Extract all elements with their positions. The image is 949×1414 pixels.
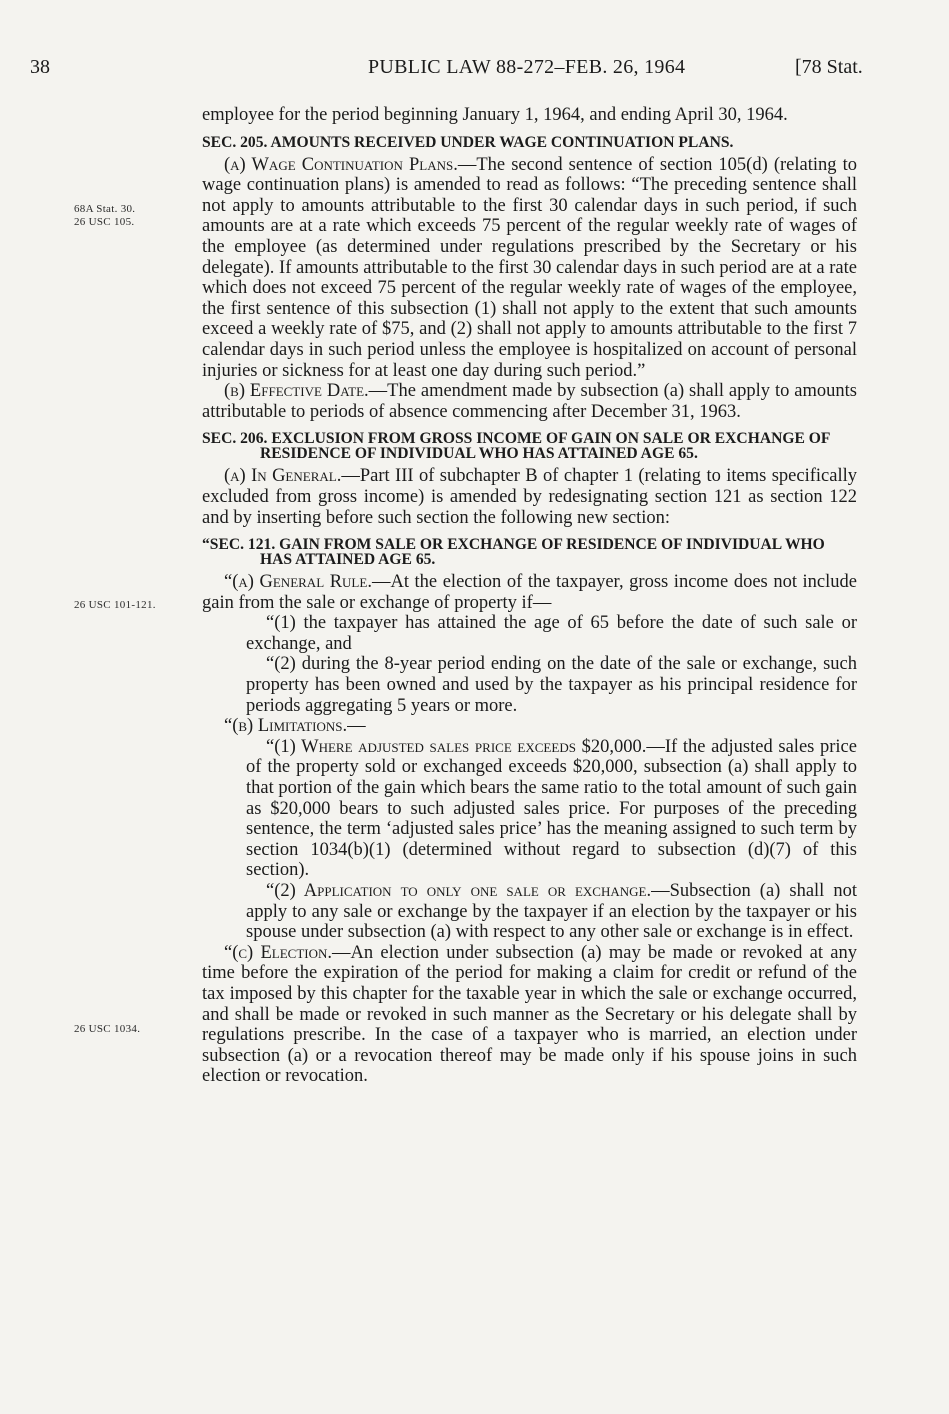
section-121-paragraph-a1: “(1) the taxpayer has attained the age of 65 before the date of such sale or exchange, and [246,613,857,654]
section-205-subsection-b [202,381,857,422]
section-206-heading: SEC. 206. EXCLUSION FROM GROSS INCOME OF GAIN ON SALE OR EXCHANGE OF RESIDENCE OF INDIVIDUAL WHO HAS ATTAINED AGE 65. [202,430,830,463]
body-text [202,105,857,1087]
subsection-text: —The second sentence of section 105(d) (relating to wage continuation plans) is amended to read as follows: “The preceding sentence shall not apply to amounts attributable to the first 30 calendar days in such period, if such amounts are at a rate which exceeds 75 percent of the regular weekly rate of wages of the employee (as determined under regulations prescribed by the Secretary or his delegate). If amounts attributable to the first 30 calendar days in such period are at a rate which does not exceed 75 percent of the regular weekly rate of wages of the employee, the first sentence of this subsection (1) shall not apply to the extent that such amounts exceed a weekly rate of $75, and (2) shall not apply to amounts attributable to the first 7 calendar days in such period unless the employee is hospitalized on account of personal injuries or sickness for at least one day during such period.” [202,154,857,381]
margin-note-line: 26 USC 105. [74,216,135,228]
section-121-heading: “SEC. 121. GAIN FROM SALE OR EXCHANGE OF RESIDENCE OF INDIVIDUAL WHO HAS ATTAINED AGE 65. [202,536,825,569]
section-121-paragraph-b2 [202,881,857,943]
section-205-heading: SEC. 205. AMOUNTS RECEIVED UNDER WAGE CONTINUATION PLANS. [202,133,734,151]
paragraph-heading: “(2) Application to only one sale or exchange. [266,881,652,901]
subsection-heading: (a) Wage Continuation Plans. [224,154,458,175]
subsection-heading: (b) Effective Date. [224,381,369,402]
margin-note-line: 68A Stat. 30. [74,203,136,215]
subsection-dash: — [347,716,366,737]
section-121-subsection-a [202,572,857,613]
section-121-subsection-c [202,943,857,1087]
paragraph-text: —If the adjusted sales price of the property sold or exchanged exceeds $20,000, subsection (a) shall apply to that portion of the gain which bears the same ratio to the total amount of such gain as $20,000 bears to such adjusted sales price. For purposes of the preceding sentence, the term ‘adjusted sales price’ has the meaning assigned to such term by section 1034(b)(1) (determined without regard to subsection (d)(7) of this section). [246,736,857,881]
subsection-text: —Part III of subchapter B of chapter 1 (relating to items specifically excluded from gross income) is amended by redesignating section 121 as section 122 and by inserting before such section the following new section: [202,466,857,528]
subsection-heading: “(b) Limitations. [224,716,348,737]
section-205-subsection-a [202,155,857,382]
paragraph-heading: “(1) Where adjusted sales price exceeds $20,000. [266,736,647,757]
subsection-heading: (a) In General. [224,466,342,487]
subsection-text: —The amendment made by subsection (a) shall apply to amounts attributable to periods of absence commencing after December 31, 1963. [202,381,857,422]
statute-reference: [78 Stat. [795,56,863,78]
margin-note-26-usc-1034: 26 USC 1034. [74,1023,141,1035]
paragraph-text: —Subsection (a) shall not apply to any sale or exchange by the taxpayer if an election by the taxpayer or his spouse under subsection (a) with respect to any other sale or exchange is in effect. [246,881,857,943]
subsection-heading: “(c) Election. [224,942,333,963]
running-title: PUBLIC LAW 88-272–FEB. 26, 1964 [368,56,686,78]
margin-note-68a-stat [74,203,135,229]
section-121-subsection-b [202,716,857,737]
margin-note-26-usc-101: 26 USC 101-121. [74,599,156,611]
section-121-paragraph-b1 [202,737,857,881]
subsection-heading: “(a) General Rule. [224,572,372,593]
page-header [30,56,910,82]
section-121-paragraph-a2: “(2) during the 8-year period ending on the date of the sale or exchange, such property has been owned and used by the taxpayer as his principal residence for periods aggregating 5 years or more. [246,654,857,716]
subsection-text: —At the election of the taxpayer, gross income does not include gain from the sale or exchange of property if— [202,572,857,613]
page-number: 38 [30,56,50,78]
paragraph-continuation: employee for the period beginning January 1, 1964, and ending April 30, 1964. [202,105,788,125]
subsection-text: —An election under subsection (a) may be made or revoked at any time before the expiration of the period for making a claim for credit or refund of the tax imposed by this chapter for the taxable year in which the sale or exchange occurred, and shall be made or revoked in such manner as the Secretary or his delegate shall by regulations prescribe. In the case of a taxpayer who is married, an election under subsection (a) or a revocation thereof may be made only if his spouse joins in such election or revocation. [202,942,857,1087]
section-206-subsection-a [202,466,857,528]
